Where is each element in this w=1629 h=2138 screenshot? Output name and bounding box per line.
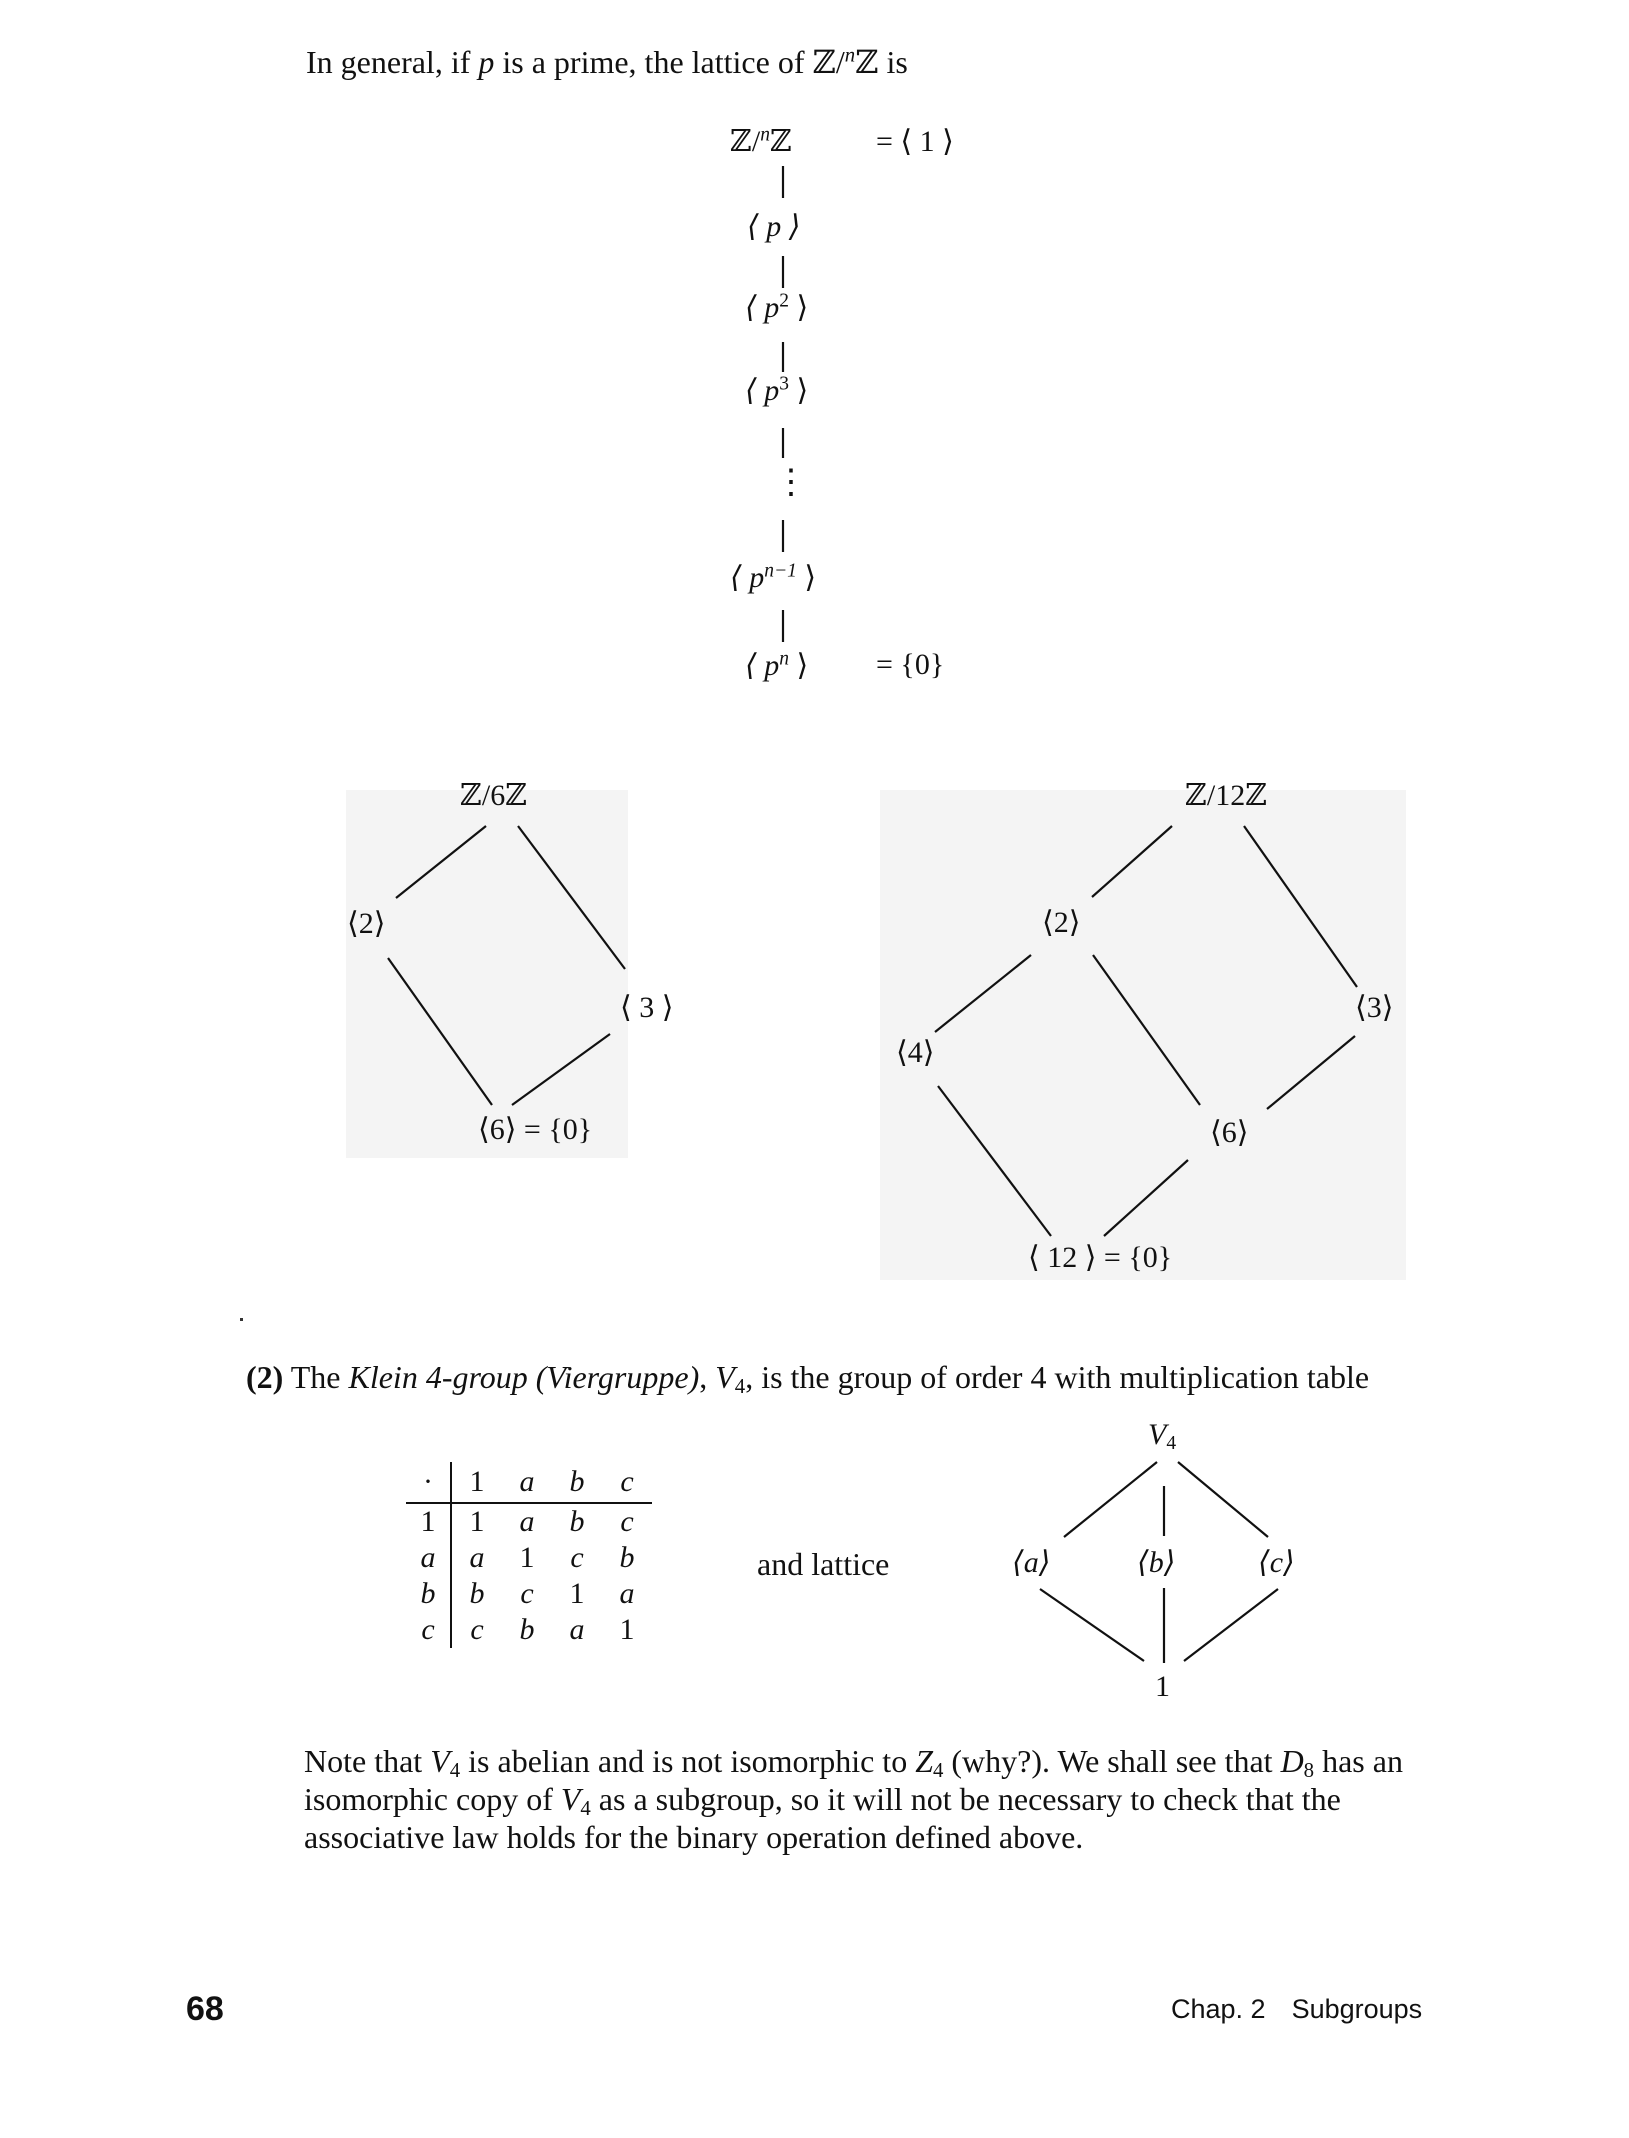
v4-top: $V_4$ xyxy=(1148,1418,1177,1454)
table-corner: · xyxy=(406,1462,451,1503)
note-paragraph: Note that $V_4$ is abelian and is not isomorphic to $Z_4$ (why?). We shall see that $D_8$ has an isomorphic copy of $V_4$ as a subgroup, so it will not be necessary to check that the associative law holds for the binary operation defined above. xyxy=(304,1743,1403,1855)
table-cell: 1 xyxy=(469,1505,485,1538)
intro-text-1: In general, if xyxy=(306,44,479,80)
table-cell: c xyxy=(520,1577,534,1610)
chain-top: ℤ/$^n$ℤ xyxy=(730,124,792,158)
table-row-label: 1 xyxy=(406,1503,451,1540)
table-cell: c xyxy=(620,1505,634,1538)
z12-line-top-2 xyxy=(1092,826,1172,897)
z12-node-3: ⟨3⟩ xyxy=(1355,991,1394,1024)
item-number: (2) xyxy=(246,1359,284,1395)
table-cell: c xyxy=(570,1541,584,1574)
intro-group-end: ℤ is xyxy=(855,44,908,80)
table-cell: a xyxy=(469,1541,485,1574)
chain-node-p2: ⟨ $p^2$ ⟩ xyxy=(745,290,809,324)
table-row-label: a xyxy=(406,1540,451,1576)
table-cell: b xyxy=(469,1577,485,1610)
table-cell: 1 xyxy=(619,1613,635,1646)
table-cell: 1 xyxy=(569,1577,585,1610)
table-cell: a xyxy=(569,1613,585,1646)
v4-node-a: ⟨a⟩ xyxy=(1012,1546,1051,1579)
z6-line-left-bottom xyxy=(388,958,492,1105)
v4-line-top-c xyxy=(1178,1462,1268,1537)
table-cell: c xyxy=(470,1613,484,1646)
table-cell: b xyxy=(619,1541,635,1574)
v4-line-c-1 xyxy=(1184,1589,1278,1661)
table-cell: a xyxy=(619,1577,635,1610)
z12-node-6: ⟨6⟩ xyxy=(1210,1116,1249,1149)
chapter-label: Chap. 2 xyxy=(1171,1994,1266,2024)
table-header-cell: c xyxy=(602,1462,652,1503)
table-cell: b xyxy=(569,1505,585,1538)
klein-name: Klein 4-group (Viergruppe) xyxy=(348,1359,700,1395)
intro-text-2: is a prime, the lattice of xyxy=(494,44,813,80)
z12-line-2-4 xyxy=(935,955,1031,1032)
chain-node-pn1: ⟨ $p^{n-1}$ ⟩ xyxy=(730,560,817,594)
v4-bottom: 1 xyxy=(1155,1670,1170,1703)
v4-node-c: ⟨c⟩ xyxy=(1258,1546,1295,1579)
chain-bottom-eq: = {0} xyxy=(876,648,945,681)
scan-speck xyxy=(240,1318,243,1321)
z6-line-top-right xyxy=(518,826,625,969)
z12-line-4-12 xyxy=(938,1086,1051,1236)
table-row-label: b xyxy=(406,1576,451,1612)
intro-group: ℤ/ xyxy=(812,44,845,80)
z12-bottom: ⟨ 12 ⟩ = {0} xyxy=(1028,1241,1173,1274)
page-number: 68 xyxy=(186,1990,224,2028)
chain-dots: ⋮ xyxy=(774,464,808,501)
klein-sentence: (2) The Klein 4-group (Viergruppe), $V_4$, is the group of order 4 with multiplication table xyxy=(246,1359,1370,1399)
z12-line-3-6 xyxy=(1267,1036,1355,1109)
z6-line-right-bottom xyxy=(512,1034,610,1105)
chain-node-p3: ⟨ $p^3$ ⟩ xyxy=(745,373,809,407)
z6-bottom: ⟨6⟩ = {0} xyxy=(478,1113,593,1146)
chain-node-pn: ⟨ $p^n$ ⟩ xyxy=(745,648,809,682)
z12-node-4: ⟨4⟩ xyxy=(896,1036,935,1069)
section-label: Subgroups xyxy=(1291,1994,1423,2024)
z6-node-3: ⟨ 3 ⟩ xyxy=(620,991,674,1024)
table-row-label: c xyxy=(406,1612,451,1648)
v4-node-b: ⟨b⟩ xyxy=(1137,1546,1176,1579)
z12-line-6-12 xyxy=(1104,1160,1188,1236)
z12-line-top-3 xyxy=(1244,826,1357,987)
z12-line-2-6 xyxy=(1093,955,1200,1105)
z6-top: ℤ/6ℤ xyxy=(460,779,528,812)
table-header-cell: 1 xyxy=(451,1462,502,1503)
table-cell: a xyxy=(519,1505,535,1538)
multiplication-table xyxy=(406,1462,652,1648)
chain-node-p: ⟨ p ⟩ xyxy=(747,210,801,243)
v4-line-top-a xyxy=(1064,1462,1157,1537)
table-row xyxy=(406,1612,652,1648)
table-row xyxy=(406,1503,652,1540)
table-cell: 1 xyxy=(519,1541,535,1574)
v4-line-a-1 xyxy=(1040,1589,1144,1661)
running-head xyxy=(1171,1994,1422,2025)
z6-node-2: ⟨2⟩ xyxy=(347,907,386,940)
table-header-row xyxy=(406,1462,652,1503)
intro-exp: n xyxy=(844,43,856,67)
table-header-cell: b xyxy=(552,1462,602,1503)
table-header-cell: a xyxy=(502,1462,552,1503)
intro-p: p xyxy=(478,44,495,80)
and-lattice-label: and lattice xyxy=(757,1546,890,1582)
z12-node-2: ⟨2⟩ xyxy=(1042,906,1081,939)
chain-top-eq: = ⟨ 1 ⟩ xyxy=(876,125,954,158)
z12-top: ℤ/12ℤ xyxy=(1185,779,1268,812)
table-cell: b xyxy=(519,1613,535,1646)
table-row xyxy=(406,1576,652,1612)
z6-line-top-left xyxy=(396,826,486,898)
table-row xyxy=(406,1540,652,1576)
